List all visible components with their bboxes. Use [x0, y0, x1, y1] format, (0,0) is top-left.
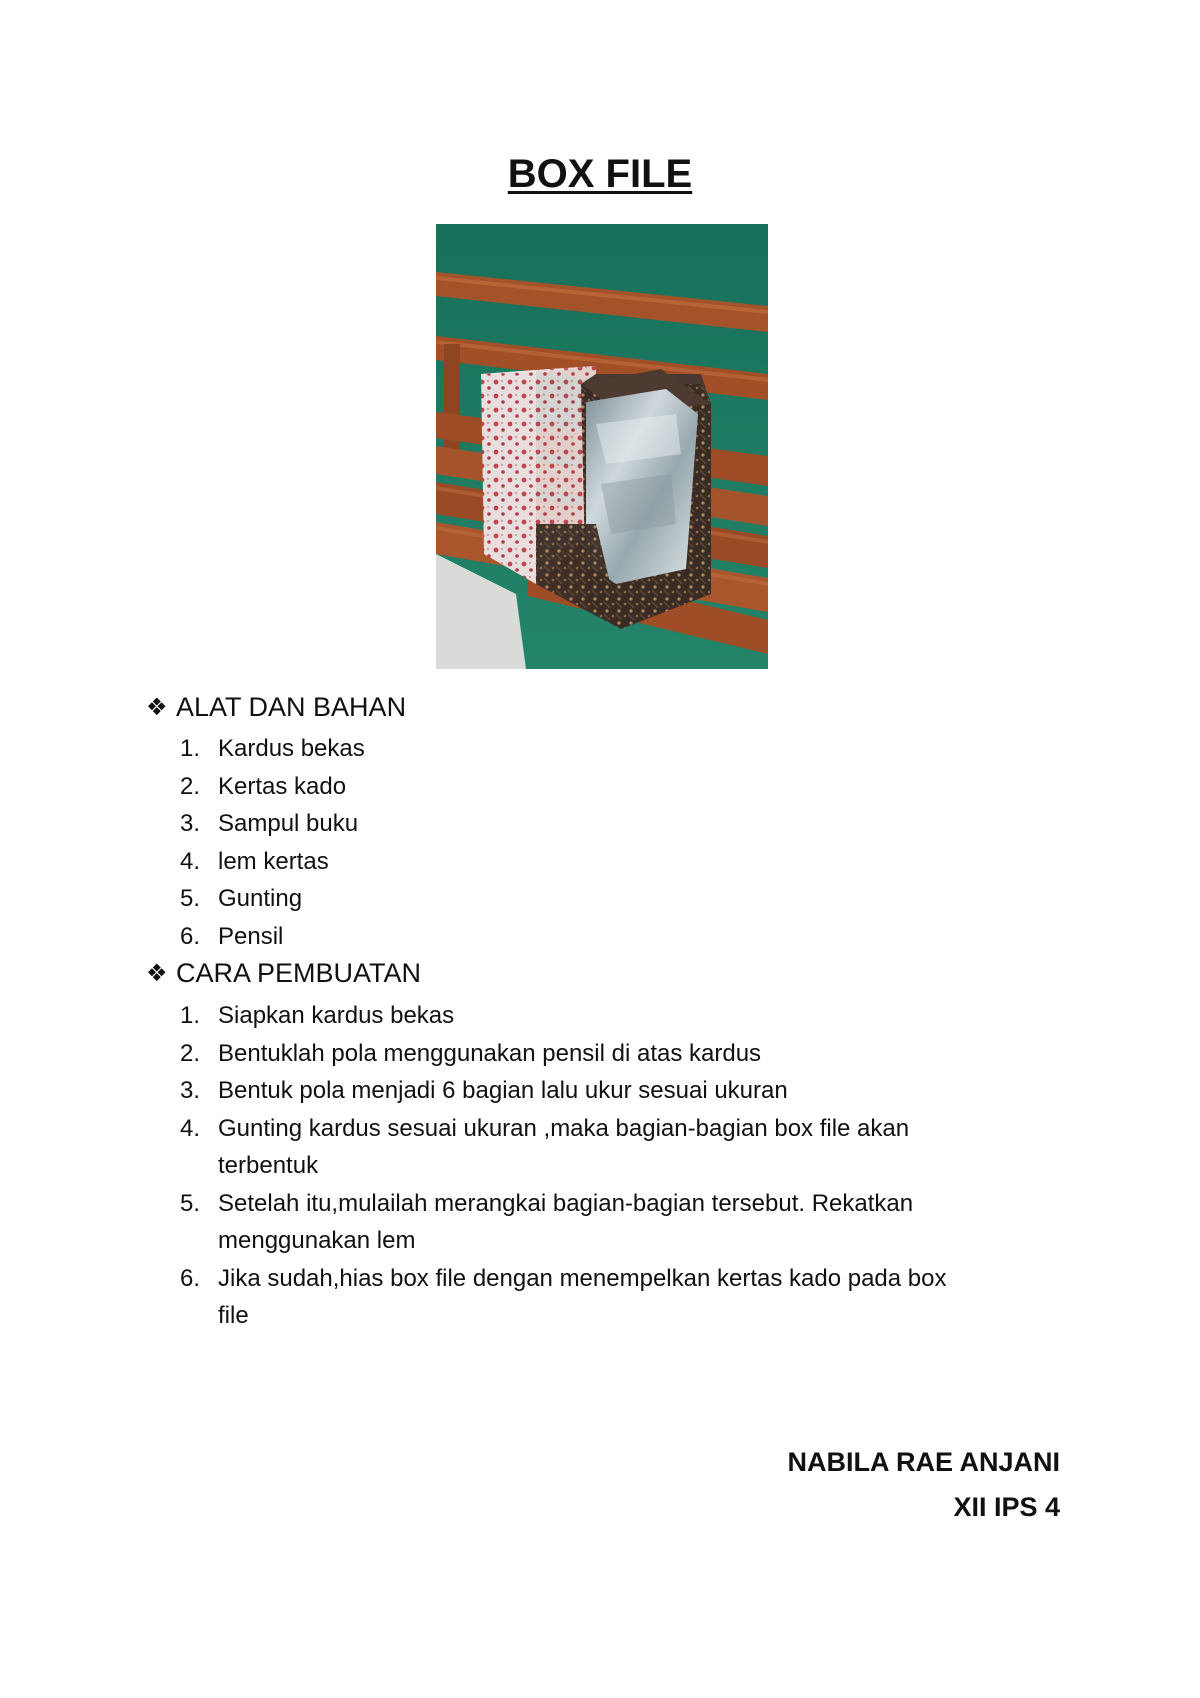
list-item-number: 5. [180, 885, 201, 912]
list-item-number: 4. [180, 847, 201, 875]
list-item-text: lem kertas [218, 847, 329, 875]
list-item-text: Bentuklah pola menggunakan pensil di atas kardus [218, 1039, 762, 1067]
list-item-number: 6. [180, 1264, 201, 1292]
steps-list [180, 997, 978, 1335]
author-class: XII IPS 4 [953, 1492, 1060, 1522]
list-item-number: 5. [180, 1189, 201, 1217]
list-item-text: Jika sudah,hias box file dengan menempelkan kertas kado pada box file [218, 1264, 947, 1329]
list-item-text: Kertas kado [218, 772, 347, 800]
list-item-number: 6. [180, 922, 201, 950]
list-item-text: Gunting kardus sesuai ukuran ,maka bagian-bagian box file akan terbentuk [218, 1114, 910, 1179]
materials-list [180, 730, 978, 955]
section-heading-text: CARA PEMBUATAN [176, 958, 422, 988]
list-item-number: 2. [180, 772, 201, 800]
list-item-text: Siapkan kardus bekas [218, 1002, 455, 1029]
list-item [180, 805, 978, 843]
section-heading-text: ALAT DAN BAHAN [176, 692, 407, 722]
list-item [180, 880, 978, 918]
diamond-bullet-icon: ❖ [146, 960, 168, 987]
list-item [180, 1260, 978, 1335]
list-item-text: Sampul buku [218, 810, 359, 837]
list-item-text: Bentuk pola menjadi 6 bagian lalu ukur sesuai ukuran [218, 1077, 788, 1104]
list-item-text: Kardus bekas [218, 735, 365, 762]
document-title: BOX FILE [507, 152, 693, 196]
list-item [180, 997, 978, 1035]
list-item-number: 2. [180, 1039, 201, 1067]
list-item [180, 918, 978, 956]
author-name: NABILA RAE ANJANI [787, 1447, 1060, 1477]
list-item-text: Setelah itu,mulailah merangkai bagian-bagian tersebut. Rekatkan menggunakan lem [218, 1189, 914, 1254]
section-heading-cara-pembuatan [146, 958, 421, 989]
list-item [180, 1185, 978, 1260]
list-item [180, 768, 978, 806]
list-item-number: 3. [180, 1077, 201, 1104]
box-file-photo [436, 224, 768, 669]
diamond-bullet-icon: ❖ [146, 694, 168, 721]
section-heading-alat-dan-bahan [146, 692, 406, 723]
list-item [180, 730, 978, 768]
list-item [180, 1035, 978, 1073]
list-item-number: 3. [180, 810, 201, 837]
list-item-text: Gunting [218, 885, 303, 912]
list-item [180, 1072, 978, 1110]
list-item-number: 1. [180, 1002, 201, 1029]
list-item-number: 4. [180, 1114, 201, 1142]
list-item [180, 1110, 978, 1185]
list-item-number: 1. [180, 735, 201, 762]
list-item-text: Pensil [218, 922, 284, 950]
list-item [180, 843, 978, 881]
